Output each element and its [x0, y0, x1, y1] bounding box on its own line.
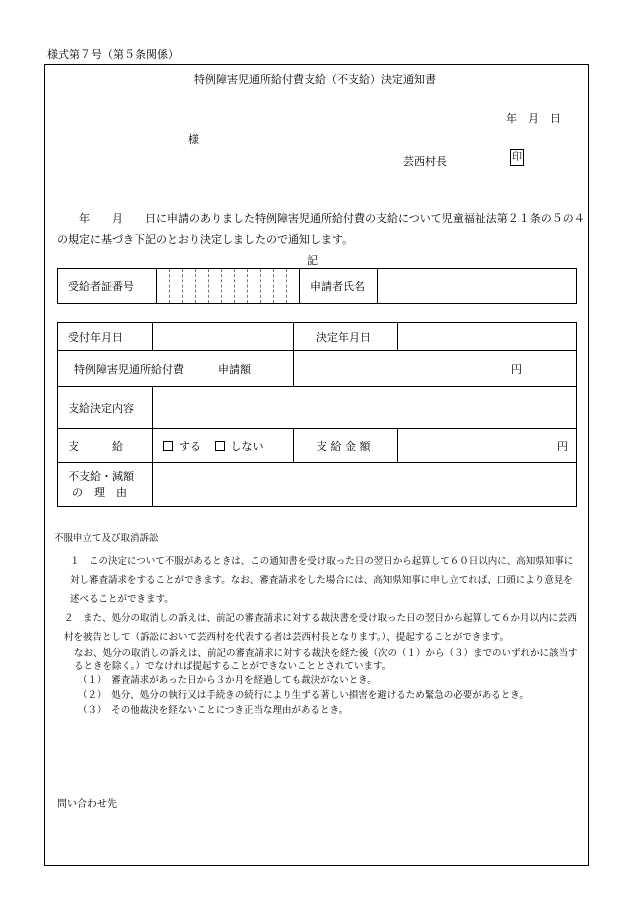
digit-cell[interactable]	[170, 269, 183, 304]
note-sub-1: （１） 審査請求があった日から３か月を経過しても裁決がないとき。	[78, 675, 377, 686]
form-number: 様式第７号（第５条関係）	[47, 48, 179, 61]
payment-label: 支 給	[58, 429, 153, 463]
seal-mark: 印	[510, 149, 524, 166]
reason-field[interactable]	[153, 463, 577, 507]
digit-cell[interactable]	[235, 269, 248, 304]
note-sub-3: （３） その他裁決を経ないことにつき正当な理由があるとき。	[78, 705, 349, 716]
ki-heading: 記	[307, 254, 318, 267]
decision-table	[57, 322, 577, 507]
addressee-suffix: 様	[188, 133, 199, 146]
benefit-label: 特例障害児通所給付費	[74, 362, 184, 376]
applicant-name-field[interactable]	[378, 269, 577, 304]
digit-cell[interactable]	[274, 269, 287, 304]
intro-text: 年 月 日に申請のありました特例障害児通所給付費の支給について児童福祉法第２１条の５の４の規定に基づき下記のとおり決定しましたので通知します。	[57, 212, 585, 246]
note-item-1: １ この決定について不服があるときは、この通知書を受け取った日の翌日から起算して６０日以内に、高知県知事に対し審査請求をすることができます。なお、審査請求をした場合には、高知県知事に申し立てれば、口頭により意見を述べることができます。	[70, 556, 574, 605]
issuer-name: 芸西村長	[403, 155, 447, 168]
decision-content-field[interactable]	[153, 387, 577, 429]
decision-date-field[interactable]	[398, 323, 577, 351]
contact-label: 問い合わせ先	[57, 799, 117, 810]
reason-label	[58, 463, 153, 507]
received-date-label: 受付年月日	[58, 323, 153, 351]
digit-cell[interactable]	[157, 269, 170, 304]
document-title: 特例障害児通所給付費支給（不支給）決定通知書	[194, 73, 436, 86]
digit-cell[interactable]	[287, 269, 300, 304]
note-item-2: ２ また、処分の取消しの訴えは、前記の審査請求に対する裁決書を受け取った日の翌日から起算して６か月以内に芸西村を被告として（訴訟において芸西村を代表する者は芸西村長となります。）、提起することができます。	[64, 613, 578, 643]
digit-cell[interactable]	[261, 269, 274, 304]
checkbox-no[interactable]	[215, 441, 225, 451]
payment-amount-field[interactable]	[398, 429, 577, 463]
decision-content-label: 支給決定内容	[58, 387, 153, 429]
checkbox-yes[interactable]	[163, 441, 173, 451]
requested-amount-field[interactable]	[294, 351, 577, 387]
digit-cell[interactable]	[196, 269, 209, 304]
reason-label-line1: 不支給・減額	[68, 469, 134, 483]
note-sub-2: （２） 処分、処分の執行又は手続きの続行により生ずる著しい損害を避けるため緊急の必要があるとき。	[78, 690, 529, 701]
received-date-field[interactable]	[153, 323, 294, 351]
payment-options	[153, 429, 294, 463]
decision-date-label: 決定年月日	[294, 323, 398, 351]
reason-label-line2: の 理 由	[72, 485, 127, 499]
option-yes-label: する	[179, 439, 201, 453]
digit-cell[interactable]	[183, 269, 196, 304]
digit-cell[interactable]	[222, 269, 235, 304]
amount-label: 申請額	[218, 362, 251, 376]
option-no-label: しない	[230, 439, 264, 453]
yen-unit: 円	[511, 362, 522, 376]
applicant-name-label: 申請者氏名	[300, 269, 378, 304]
note-item-3: なお、処分の取消しの訴えは、前記の審査請求に対する裁決を経た後（次の（１）から（３）までのいずれかに該当するときを除く。）でなければ提起することができないこととされています。	[74, 648, 578, 672]
digit-cell[interactable]	[248, 269, 261, 304]
appeal-notes	[54, 530, 594, 718]
payment-amount-label: 支 給 金 額	[294, 429, 398, 463]
recipient-table	[57, 268, 577, 304]
notes-heading: 不服申立て及び取消訴訟	[54, 533, 159, 544]
yen-unit: 円	[557, 439, 568, 453]
benefit-amount-label-cell	[58, 351, 294, 387]
digit-cell[interactable]	[209, 269, 222, 304]
issue-date: 年 月 日	[506, 112, 561, 125]
recipient-number-label: 受給者証番号	[58, 269, 157, 304]
